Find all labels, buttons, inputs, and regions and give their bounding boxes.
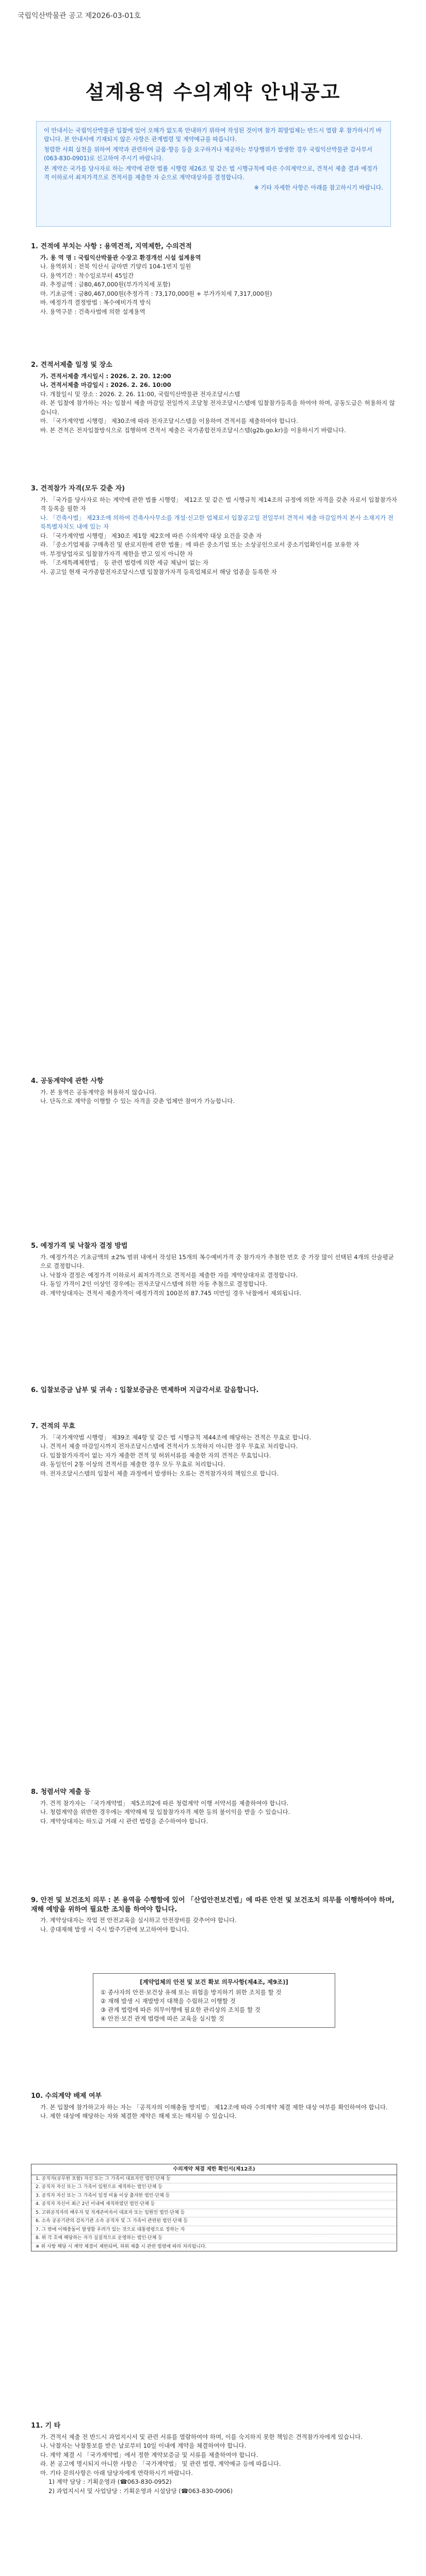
section-7-line: 나. 견적서 제출 마감일시까지 전자조달시스템에 견적서가 도착하지 아니한 경우 무효로 처리합니다. [40,1443,298,1450]
table-row: 2. 공직자 자신 또는 그 가족이 임원으로 재직하는 법인·단체 등 [31,2183,397,2192]
section-3-line: 마. 부정당업자로 입찰참가자격 제한을 받고 있지 아니한 자 [40,550,193,557]
section-4-line: 나. 단독으로 계약을 이행할 수 있는 자격을 갖춘 업체만 참여가 가능합니다. [40,1097,235,1105]
section-3-line: 다. 「국가계약법 시행령」 제30조 제1항 제2호에 따른 수의계약 대상 요건을 갖춘 자 [40,532,262,539]
section-2-line: 가. 견적서제출 개시일시 : 2026. 2. 20. 12:00 [40,372,171,380]
safety-box-line: ③ 관계 법령에 따른 의무이행에 필요한 관리상의 조치를 할 것 [101,2006,260,2013]
section-9 [31,1896,397,1934]
section-1-heading: 1. 견적에 부치는 사항 : 용역견적, 지역제한, 수의견적 [31,243,192,250]
section-7-heading: 7. 견적의 무효 [31,1422,75,1430]
section-7-line: 다. 입찰참가자격이 없는 자가 제출한 견적 및 허위서류를 제출한 자의 견적은 무효입니다. [40,1451,271,1459]
section-5-line: 가. 예정가격은 기초금액의 ±2% 범위 내에서 작성된 15개의 복수예비가격 중 참가자가 추첨한 번호 중 가장 많이 선택된 4개의 산술평균으로 결정합니다. [40,1253,394,1269]
section-2-line: 마. 「국가계약법 시행령」 제30조에 따라 전자조달시스템을 이용하여 견적서를 제출하여야 합니다. [40,417,298,425]
section-4-heading: 4. 공동계약에 관한 사항 [31,1077,104,1085]
section-10-line: 나. 제한 대상에 해당하는 자와 체결한 계약은 해제 또는 해지될 수 있습니다. [40,2112,237,2120]
table-row: 1. 공직자(공무원 포함) 자신 또는 그 가족이 대표자인 법인·단체 등 [31,2175,397,2184]
notice-paragraph-2: 청렴한 사회 실천을 위하여 계약과 관련하여 금품·향응 등을 요구하거나 제공하는 부당행위가 발생한 경우 국립익산박물관 감사부서(063-830-0901)로 신고하여 주시기 바랍니다. [44,146,372,162]
section-8-line: 나. 청렴계약을 위반한 경우에는 계약해제 및 입찰참가자격 제한 등의 불이익을 받을 수 있습니다. [40,1808,290,1816]
table-row: 5. 고위공직자의 배우자 및 직계존비속이 대표자 또는 임원인 법인·단체 등 [31,2209,397,2218]
section-9-line: 가. 계약상대자는 작업 전 안전교육을 실시하고 안전장비를 갖추어야 합니다. [40,1917,237,1924]
section-1-line: 가. 용 역 명 : 국립익산박물관 수장고 환경개선 시설 설계용역 [40,253,201,261]
section-6 [31,1386,397,1397]
page-title: 설계용역 수의계약 안내공고 [85,81,341,104]
section-7-line: 가. 「국가계약법 시행령」 제39조 제4항 및 같은 법 시행규칙 제44조에 해당하는 견적은 무효로 합니다. [40,1433,312,1441]
section-4-line: 가. 본 용역은 공동계약을 허용하지 않습니다. [40,1088,157,1096]
section-2-line: 라. 본 입찰에 참가하는 자는 입찰서 제출 마감일 전일까지 조달청 전자조달시스템에 입찰참가등록을 하여야 하며, 공동도급은 허용하지 않습니다. [40,399,395,416]
notice-box [36,121,391,227]
safety-box-line: ② 재해 발생 시 재발방지 대책을 수립하고 이행할 것 [101,1997,236,2005]
section-7-line: 마. 전자조달시스템의 입찰서 제출 과정에서 발생하는 오류는 견적참가자의 책임으로 합니다. [40,1469,279,1477]
table-row: 7. 그 밖에 이해충돌이 발생할 우려가 있는 것으로 대통령령으로 정하는 자 [31,2226,397,2235]
section-11-heading: 11. 기 타 [31,2422,61,2430]
section-7-line: 라. 동일인이 2통 이상의 견적서를 제출한 경우 모두 무효로 처리합니다. [40,1461,225,1468]
section-7 [31,1422,397,1478]
section-3-line: 라. 「중소기업제품 구매촉진 및 판로지원에 관한 법률」에 따른 중소기업 또는 소상공인으로서 중소기업확인서를 보유한 자 [40,541,359,548]
section-2-line: 나. 견적서제출 마감일시 : 2026. 2. 26. 10:00 [40,381,171,388]
section-9-line: 나. 중대재해 발생 시 즉시 발주기관에 보고하여야 합니다. [40,1925,189,1933]
section-1-line: 다. 용역기간 : 착수일로부터 45일간 [40,272,134,279]
section-1-line: 나. 용역위치 : 전북 익산시 금마면 기양리 104-1번지 일원 [40,263,191,270]
safety-obligation-box [93,1973,335,2028]
section-11 [31,2421,397,2496]
section-11-line: 라. 본 공고에 명시되지 아니한 사항은 「국가계약법」 및 관련 법령, 계약예규 등에 따릅니다. [40,2460,281,2467]
safety-box-line: ④ 안전·보건 관계 법령에 따른 교육을 실시할 것 [101,2015,224,2022]
table-row: 8. 위 각 호에 해당하는 자가 실질적으로 운영하는 법인·단체 등 [31,2234,397,2243]
section-1-line: 사. 용역구분 : 건축사법에 의한 설계용역 [40,308,145,315]
conflict-of-interest-table [31,2164,397,2251]
section-10-heading: 10. 수의계약 배제 여부 [31,2092,102,2100]
table-row: 4. 공직자 자신이 최근 2년 이내에 재직하였던 법인·단체 등 [31,2200,397,2209]
section-11-line: 가. 견적서 제출 전 반드시 과업지시서 및 관련 서류를 열람하여야 하며, 이를 숙지하지 못한 책임은 견적참가자에게 있습니다. [40,2433,363,2441]
section-5-line: 나. 낙찰자 결정은 예정가격 이하로서 최저가격으로 견적서를 제출한 자를 계약상대자로 결정합니다. [40,1271,298,1279]
table-note: ※ 위 사항 해당 시 계약 체결이 제한되며, 허위 제출 시 관련 법령에 따라 처리됩니다. [36,2244,207,2249]
table-row: 6. 소속 공공기관의 감독기관 소속 공직자 및 그 가족이 관련된 법인·단체 등 [31,2217,397,2226]
section-3-line: 나. 「건축사법」 제23조에 의하여 건축사사무소를 개설·신고한 업체로서 입찰공고일 전일부터 견적서 제출 마감일까지 본사 소재지가 전북특별자치도 내에 있는 자 [40,514,394,530]
section-5-line: 라. 계약상대자는 견적서 제출가격이 예정가격의 100분의 87.745 미만일 경우 낙찰에서 제외됩니다. [40,1289,301,1297]
section-5-line: 다. 동일 가격이 2인 이상인 경우에는 전자조달시스템에 의한 자동 추첨으로 결정합니다. [40,1280,267,1287]
section-4 [31,1077,397,1106]
section-5-heading: 5. 예정가격 및 낙찰자 결정 방법 [31,1242,128,1250]
section-3-heading: 3. 견적참가 자격(모두 갖춘 자) [31,485,125,493]
section-8 [31,1788,397,1826]
section-2 [31,361,397,435]
section-3-line: 가. 「국가를 당사자로 하는 계약에 관한 법률 시행령」 제12조 및 같은 법 시행규칙 제14조의 규정에 의한 자격을 갖춘 자로서 입찰참가자격 등록을 필한 자 [40,496,397,512]
section-9-heading: 9. 안전 및 보건조치 의무 : 본 용역을 수행함에 있어 「산업안전보건법」에 따른 안전 및 보건조치 의무를 이행하여야 하며, 재해 예방을 위하여 필요한 조치를 하여야 합니다. [31,1896,395,1913]
notice-paragraph-3: 본 계약은 국가를 당사자로 하는 계약에 관한 법률 시행령 제26조 및 같은 법 시행규칙에 따른 수의계약으로, 견적서 제출 결과 예정가격 이하로서 최저가격으로 견적서를 제출한 자 순으로 계약대상자를 결정합니다. [44,165,378,181]
section-2-heading: 2. 견적서제출 일정 및 장소 [31,361,112,369]
section-2-line: 바. 본 견적은 전자입찰방식으로 집행하며 견적서 제출은 국가종합전자조달시스템(g2b.go.kr)을 이용하시기 바랍니다. [40,426,346,434]
section-11-line: 다. 계약 체결 시 「국가계약법」에서 정한 계약보증금 및 서류를 제출하여야 합니다. [40,2451,258,2459]
table-title: 수의계약 체결 제한 확인서(제12조) [31,2164,397,2175]
safety-box-line: ① 종사자의 안전·보건상 유해 또는 위험을 방지하기 위한 조치를 할 것 [101,1989,282,1996]
section-3 [31,484,397,577]
section-3-line: 바. 「조세특례제한법」 등 관련 법령에 의한 세금 체납이 없는 자 [40,559,209,566]
section-8-line: 다. 계약상대자는 하도급 거래 시 관련 법령을 준수하여야 합니다. [40,1817,208,1825]
section-1-line: 마. 기초금액 : 금80,467,000원(추정가격 : 73,170,000원 + 부가가치세 7,317,000원) [40,290,272,297]
section-11-line: 나. 낙찰자는 낙찰통보를 받은 날로부터 10일 이내에 계약을 체결하여야 합니다. [40,2442,247,2449]
notice-paragraph-4: ※ 기타 자세한 사항은 아래를 참고하시기 바랍니다. [254,184,383,191]
section-2-line: 다. 개찰일시 및 장소 : 2026. 2. 26. 11:00, 국립익산박물관 전자조달시스템 [40,390,240,398]
section-3-line: 사. 공고일 현재 국가종합전자조달시스템 입찰참가자격 등록업체로서 해당 업종을 등록한 자 [40,568,277,575]
section-1-line: 바. 예정가격 결정방법 : 복수예비가격 방식 [40,299,151,306]
contact-line: 2) 과업지시서 및 사업담당 : 기획운영과 시설담당 (☎063-830-0906) [48,2487,233,2495]
section-1-line: 라. 추정금액 : 금80,467,000원(부가가치세 포함) [40,281,171,288]
section-10-line: 가. 본 입찰에 참가하고자 하는 자는 「공직자의 이해충돌 방지법」 제12조에 따라 수의계약 체결 제한 대상 여부를 확인하여야 합니다. [40,2103,388,2111]
section-11-line: 마. 기타 문의사항은 아래 담당자에게 연락하시기 바랍니다. [40,2469,193,2477]
document-number: 국립익산박물관 공고 제2026-03-01호 [18,12,141,20]
contact-line: 1) 계약 담당 : 기획운영과 (☎063-830-0952) [48,2478,172,2485]
section-1 [31,242,397,316]
section-6-heading: 6. 입찰보증금 납부 및 귀속 : 입찰보증금은 면제하며 지급각서로 갈음합니다. [31,1386,259,1394]
notice-paragraph-1: 이 안내서는 국립익산박물관 입찰에 있어 오해가 없도록 안내하기 위하여 작성된 것이며 참가 희망업체는 반드시 열람 후 참가하시기 바랍니다. 본 안내서에 기재되지 않은 사항은 관계법령 및 계약예규를 따릅니다. [44,127,382,143]
section-10 [31,2092,397,2121]
table-row: 3. 공직자 자신 또는 그 가족이 일정 비율 이상 출자한 법인·단체 등 [31,2192,397,2201]
section-8-line: 가. 견적 참가자는 「국가계약법」 제5조의2에 따른 청렴계약 이행 서약서를 제출하여야 합니다. [40,1799,289,1807]
safety-box-title: [계약업체의 안전 및 보건 확보 의무사항(제4조, 제9조)] [140,1978,288,1986]
section-8-heading: 8. 청렴서약 제출 등 [31,1788,91,1796]
section-5 [31,1242,397,1298]
